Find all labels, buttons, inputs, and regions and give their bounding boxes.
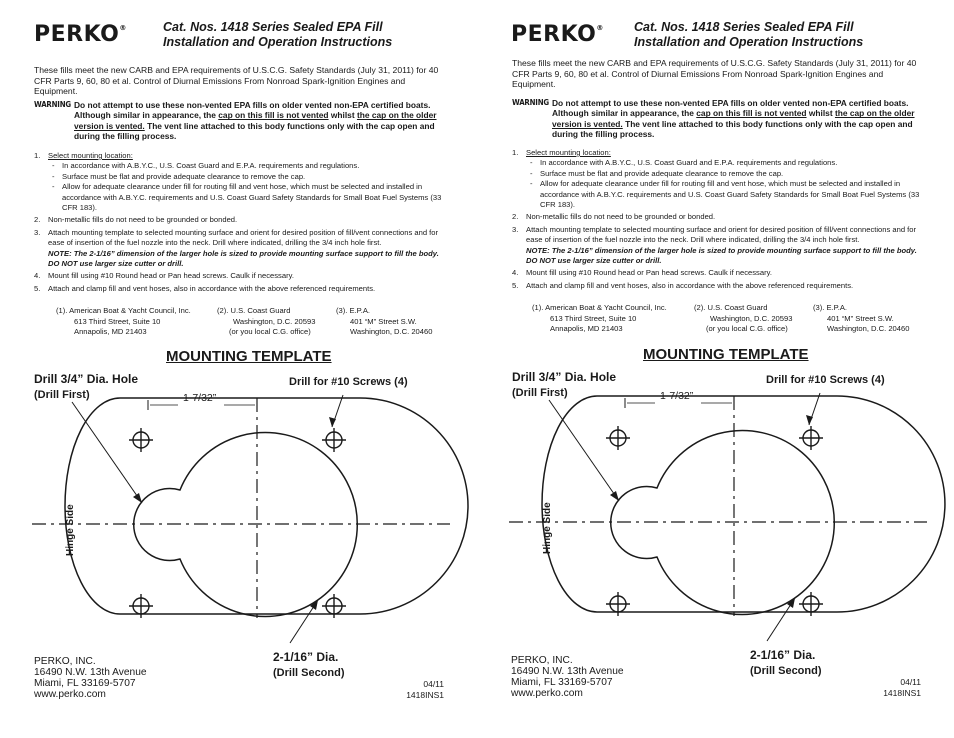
step-4: 4. Mount fill using #10 Round head or Pan head screws. Caulk if necessary. bbox=[512, 268, 772, 278]
drill-34-label: Drill 3/4” Dia. Hole bbox=[34, 372, 139, 386]
dia-216-label: 2-1/16” Dia. bbox=[273, 650, 339, 664]
instruction-sheet-right bbox=[477, 0, 954, 738]
step-3-note: NOTE: The 2-1/16” dimension of the larger hole is sized to provide mounting surface support to fill the body. DO NOT use larger size cutter or drill. bbox=[48, 248, 439, 269]
step-1a: - In accordance with A.B.Y.C., U.S. Coast Guard and E.P.A. requirements and regulations. bbox=[530, 158, 838, 168]
warning-tag: WARNING bbox=[512, 98, 549, 107]
drill-second-label: (Drill Second) bbox=[273, 667, 345, 679]
step-4: 4. Mount fill using #10 Round head or Pan head screws. Caulk if necessary. bbox=[34, 271, 294, 281]
mounting-template-heading: MOUNTING TEMPLATE bbox=[643, 346, 809, 363]
drill-screws-label: Drill for #10 Screws (4) bbox=[766, 374, 885, 386]
reference-2: (2). U.S. Coast Guard Washington, D.C. 20593 (or you local C.G. office) bbox=[694, 303, 793, 334]
logo-text: PERKO bbox=[511, 22, 597, 47]
step-1b: - Surface must be flat and provide adequate clearance to remove the cap. bbox=[530, 168, 784, 178]
logo-text: PERKO bbox=[34, 22, 120, 47]
step-5: 5. Attach and clamp fill and vent hoses, also in accordance with the above referenced requirements. bbox=[34, 283, 376, 293]
step-3: 3. Attach mounting template to selected mounting surface and orient for desired position of fill/vent connections and for ease of insertion of the fuel nozzle into the neck. Drill where indicated, drilling the 3/4 inch hole first. bbox=[512, 224, 917, 245]
mounting-template-heading: MOUNTING TEMPLATE bbox=[166, 348, 332, 365]
warning-tag: WARNING bbox=[34, 100, 71, 109]
screw-hole-top-left bbox=[129, 428, 153, 452]
intro-paragraph: These fills meet the new CARB and EPA requirements of U.S.C.G. Safety Standards (July 31, 2011) for 40 CFR Parts 9, 60, 80 et al. Control of Diurnal Emissions From Nonroad Spark-Ignition Engines and Equipment. bbox=[512, 58, 917, 90]
reference-1: (1). American Boat & Yacht Council, Inc. 613 Third Street, Suite 10 Annapolis, MD 21403 bbox=[56, 306, 191, 337]
drill-34-label: Drill 3/4” Dia. Hole bbox=[512, 370, 617, 384]
title-line-2: Installation and Operation Instructions bbox=[163, 35, 393, 49]
step-1: 1. Select mounting location: bbox=[34, 151, 133, 160]
reference-1: (1). American Boat & Yacht Council, Inc. 613 Third Street, Suite 10 Annapolis, MD 21403 bbox=[532, 303, 667, 334]
step-1c: - Allow for adequate clearance under fill for routing fill and vent hose, which must be selected and installed in accordance with A.B.Y.C. requirements and U.S. Coast Guard Safety Standards for Small Boat Fuel Systems (33 CFR 183). bbox=[530, 179, 920, 210]
dimension-label: 1-7/32” bbox=[183, 392, 217, 404]
title-line-2: Installation and Operation Instructions bbox=[634, 35, 864, 49]
leader-drill-34 bbox=[549, 400, 619, 501]
hinge-side-label: Hinge Side bbox=[542, 502, 553, 554]
step-1b: - Surface must be flat and provide adequate clearance to remove the cap. bbox=[52, 171, 306, 181]
drill-first-label: (Drill First) bbox=[512, 387, 568, 399]
drill-first-label: (Drill First) bbox=[34, 389, 90, 401]
leader-drill-34 bbox=[72, 402, 142, 503]
document-code: 04/11 1418INS1 bbox=[406, 679, 444, 700]
warning-text: Do not attempt to use these non-vented EPA fills on older vented non-EPA certified boats. Although similar in appearance, the cap on this fill is not vented whilst the cap on the older version is vented. The vent line attached to this body functions only with the cap open and during the filling process. bbox=[552, 98, 915, 139]
screw-hole-top-right bbox=[799, 426, 823, 450]
document-code: 04/11 1418INS1 bbox=[883, 677, 921, 698]
screw-hole-top-right bbox=[322, 428, 346, 452]
reference-3: (3). E.P.A. 401 “M” Street S.W. Washington, D.C. 20460 bbox=[813, 303, 910, 334]
hinge-side-label: Hinge Side bbox=[65, 504, 76, 556]
drill-screws-label: Drill for #10 Screws (4) bbox=[289, 376, 408, 388]
step-3: 3. Attach mounting template to selected mounting surface and orient for desired position of fill/vent connections and for ease of insertion of the fuel nozzle into the neck. Drill where indicated, drilling the 3/4 inch hole first. bbox=[34, 227, 439, 248]
step-1: 1. Select mounting location: bbox=[512, 148, 611, 157]
template-outline bbox=[65, 398, 468, 614]
title-line-1: Cat. Nos. 1418 Series Sealed EPA Fill bbox=[163, 20, 383, 34]
step-2: 2. Non-metallic fills do not need to be grounded or bonded. bbox=[512, 212, 716, 222]
reference-2: (2). U.S. Coast Guard Washington, D.C. 20593 (or you local C.G. office) bbox=[217, 306, 316, 337]
reference-3: (3). E.P.A. 401 “M” Street S.W. Washington, D.C. 20460 bbox=[336, 306, 433, 337]
dia-216-label: 2-1/16” Dia. bbox=[750, 648, 816, 662]
intro-paragraph: These fills meet the new CARB and EPA requirements of U.S.C.G. Safety Standards (July 31, 2011) for 40 CFR Parts 9, 60, 80 et al. Control of Diurnal Emissions From Nonroad Spark-Ignition Engines and Equipment. bbox=[34, 65, 439, 97]
logo-registered-mark: ® bbox=[119, 24, 127, 32]
step-1c: - Allow for adequate clearance under fill for routing fill and vent hose, which must be selected and installed in accordance with A.B.Y.C. requirements and U.S. Coast Guard Safety Standards for Small Boat Fuel Systems (33 CFR 183). bbox=[52, 182, 442, 213]
step-1a: - In accordance with A.B.Y.C., U.S. Coast Guard and E.P.A. requirements and regulations. bbox=[52, 161, 360, 171]
template-outline bbox=[542, 396, 945, 612]
screw-hole-top-left bbox=[606, 426, 630, 450]
drill-second-label: (Drill Second) bbox=[750, 665, 822, 677]
step-3-note: NOTE: The 2-1/16” dimension of the larger hole is sized to provide mounting surface support to fill the body. DO NOT use larger size cutter or drill. bbox=[526, 245, 917, 266]
dimension-label: 1-7/32” bbox=[660, 390, 694, 402]
step-2: 2. Non-metallic fills do not need to be grounded or bonded. bbox=[34, 215, 238, 225]
title-line-1: Cat. Nos. 1418 Series Sealed EPA Fill bbox=[634, 20, 854, 34]
company-address: PERKO, INC. 16490 N.W. 13th Avenue Miami, FL 33169-5707 www.perko.com bbox=[34, 656, 147, 700]
step-5: 5. Attach and clamp fill and vent hoses, also in accordance with the above referenced requirements. bbox=[512, 280, 854, 290]
mounting-template-drawing bbox=[477, 0, 954, 738]
logo-registered-mark: ® bbox=[596, 24, 604, 32]
warning-text: Do not attempt to use these non-vented EPA fills on older vented non-EPA certified boats. Although similar in appearance, the cap on this fill is not vented whilst the cap on the older version is vented. The vent line attached to this body functions only with the cap open and during the filling process. bbox=[74, 100, 437, 141]
company-address: PERKO, INC. 16490 N.W. 13th Avenue Miami, FL 33169-5707 www.perko.com bbox=[511, 655, 624, 699]
